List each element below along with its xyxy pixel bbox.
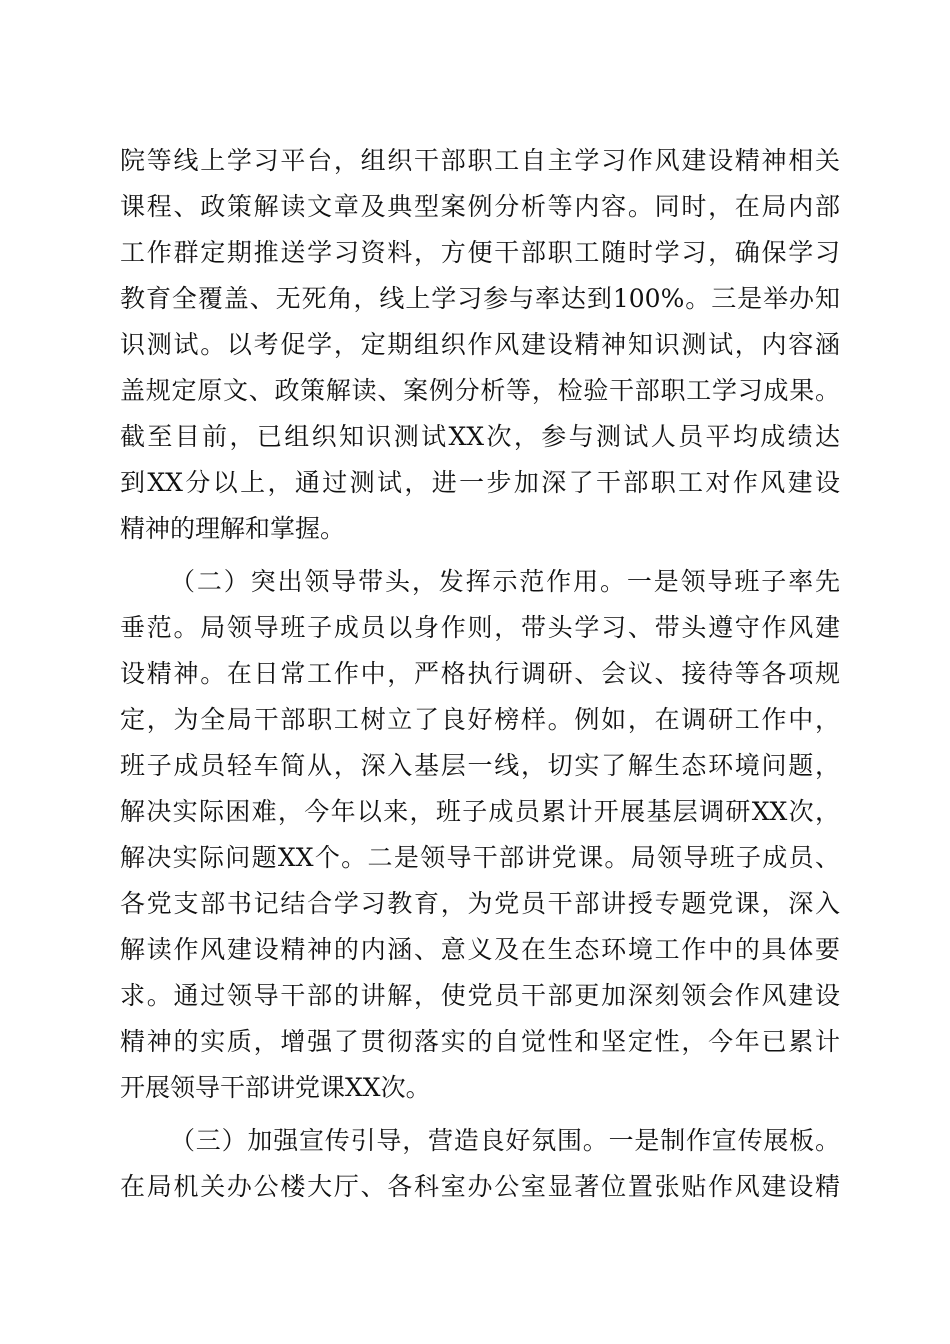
paragraph-line: 院等线上学习平台，组织干部职工自主学习作风建设精神相关 <box>120 146 840 175</box>
paragraph-line: 班子成员轻车简从，深入基层一线，切实了解生态环境问题， <box>120 751 840 780</box>
section-heading-line: （三）加强宣传引导，营造良好氛围。一是制作宣传展板。 <box>170 1126 840 1155</box>
paragraph-line: 盖规定原文、政策解读、案例分析等，检验干部职工学习成果。 <box>120 376 840 405</box>
paragraph-line: 精神的实质，增强了贯彻落实的自觉性和坚定性，今年已累计 <box>120 1027 840 1056</box>
paragraph-line: 垂范。局领导班子成员以身作则，带头学习、带头遵守作风建 <box>120 613 840 642</box>
paragraph-line: 课程、政策解读文章及典型案例分析等内容。同时，在局内部 <box>120 192 840 221</box>
paragraph-line: 识测试。以考促学，定期组织作风建设精神知识测试，内容涵 <box>120 330 840 359</box>
paragraph-line: 截至目前，已组织知识测试XX次，参与测试人员平均成绩达 <box>120 422 840 451</box>
paragraph-line: 工作群定期推送学习资料，方便干部职工随时学习，确保学习 <box>120 238 840 267</box>
paragraph-line: 在局机关办公楼大厅、各科室办公室显著位置张贴作风建设精 <box>120 1172 840 1201</box>
paragraph-line: 教育全覆盖、无死角，线上学习参与率达到100%。三是举办知 <box>120 284 840 313</box>
section-heading-line: （二）突出领导带头，发挥示范作用。一是领导班子率先 <box>170 567 840 596</box>
paragraph-line: 解决实际问题XX个。二是领导干部讲党课。局领导班子成员、 <box>120 843 840 872</box>
paragraph-line: 精神的理解和掌握。 <box>120 514 346 543</box>
paragraph-gap <box>120 552 840 559</box>
paragraph-line: 定，为全局干部职工树立了良好榜样。例如，在调研工作中， <box>120 705 840 734</box>
paragraph-gap <box>120 1111 840 1118</box>
paragraph-line: 解读作风建设精神的内涵、意义及在生态环境工作中的具体要 <box>120 935 840 964</box>
body-text <box>120 138 840 1210</box>
paragraph-line: 各党支部书记结合学习教育，为党员干部讲授专题党课，深入 <box>120 889 840 918</box>
paragraph-line: 到XX分以上，通过测试，进一步加深了干部职工对作风建设 <box>120 468 840 497</box>
paragraph-line: 解决实际困难，今年以来，班子成员累计开展基层调研XX次， <box>120 797 840 826</box>
paragraph-line: 设精神。在日常工作中，严格执行调研、会议、接待等各项规 <box>120 659 840 688</box>
paragraph-line: 求。通过领导干部的讲解，使党员干部更加深刻领会作风建设 <box>120 981 840 1010</box>
paragraph-line: 开展领导干部讲党课XX次。 <box>120 1073 431 1102</box>
